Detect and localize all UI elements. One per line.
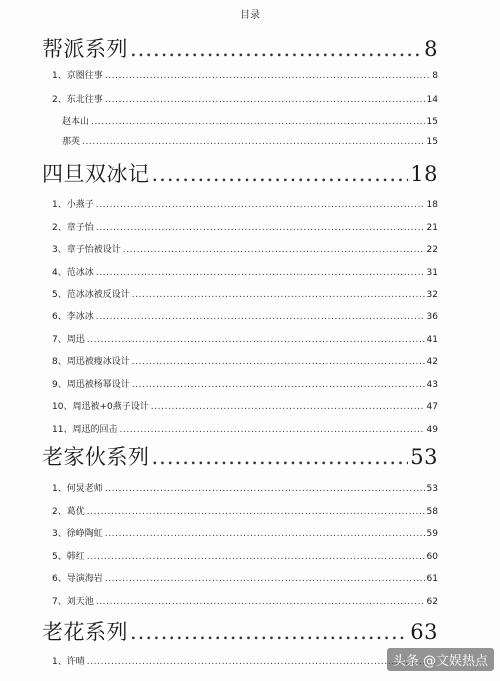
section-page-number: 8 bbox=[424, 37, 438, 61]
dot-leader bbox=[87, 335, 425, 345]
dot-leader bbox=[96, 597, 425, 607]
toc-subentry[interactable] bbox=[62, 134, 438, 148]
dot-leader bbox=[152, 445, 409, 469]
toc-entry[interactable] bbox=[52, 92, 438, 106]
entry-page-number: 47 bbox=[426, 402, 438, 412]
entry-page-number: 60 bbox=[426, 552, 438, 562]
toc-subentry[interactable] bbox=[62, 114, 438, 128]
toc-entry[interactable] bbox=[52, 526, 438, 540]
entry-page-number: 8 bbox=[432, 71, 438, 81]
dot-leader bbox=[105, 574, 425, 584]
toc-entry[interactable] bbox=[52, 265, 438, 279]
dot-leader bbox=[87, 552, 425, 562]
entry-page-number: 53 bbox=[426, 484, 438, 494]
toc-entry[interactable] bbox=[52, 197, 438, 211]
dot-leader bbox=[130, 37, 422, 61]
section-page-number: 63 bbox=[410, 620, 438, 644]
entry-page-number: 18 bbox=[426, 200, 438, 210]
section-page-number: 53 bbox=[410, 445, 438, 469]
entry-page-number: 22 bbox=[426, 245, 438, 255]
page-title: 目录 bbox=[240, 10, 260, 21]
entry-label: 11、周迅的回击 bbox=[52, 425, 118, 435]
entry-page-number: 41 bbox=[426, 335, 438, 345]
dot-leader bbox=[132, 357, 425, 367]
entry-label: 2、东北往事 bbox=[52, 95, 103, 105]
dot-leader bbox=[132, 290, 425, 300]
entry-label: 2、章子怡 bbox=[52, 223, 94, 233]
dot-leader bbox=[105, 95, 425, 105]
section-title: 帮派系列 bbox=[42, 37, 128, 61]
entry-page-number: 36 bbox=[426, 312, 438, 322]
dot-leader bbox=[87, 657, 436, 667]
toc-entry[interactable] bbox=[52, 481, 438, 495]
toc-entry[interactable] bbox=[52, 220, 438, 234]
toc-entry[interactable] bbox=[52, 287, 438, 301]
dot-leader bbox=[96, 268, 425, 278]
dot-leader bbox=[87, 507, 425, 517]
entry-page-number: 31 bbox=[426, 268, 438, 278]
toc-entry[interactable] bbox=[52, 68, 438, 82]
watermark-badge: 头条 @文娱热点 bbox=[387, 648, 494, 671]
entry-label: 3、章子怡被设计 bbox=[52, 245, 121, 255]
entry-label: 3、徐峥陶虹 bbox=[52, 529, 103, 539]
toc-section-heading[interactable] bbox=[42, 33, 438, 61]
dot-leader bbox=[152, 162, 409, 186]
entry-page-number: 43 bbox=[426, 380, 438, 390]
toc-entry[interactable] bbox=[52, 594, 438, 608]
toc-entry[interactable] bbox=[52, 399, 438, 413]
dot-leader bbox=[96, 223, 425, 233]
toc-entry[interactable] bbox=[52, 332, 438, 346]
section-title: 老花系列 bbox=[42, 620, 128, 644]
entry-label: 10、周迅被+0燕子设计 bbox=[52, 402, 149, 412]
dot-leader bbox=[96, 312, 425, 322]
dot-leader bbox=[91, 117, 425, 127]
entry-page-number: 15 bbox=[426, 137, 438, 147]
entry-page-number: 61 bbox=[426, 574, 438, 584]
dot-leader bbox=[82, 137, 425, 147]
entry-label: 9、周迅被杨幂设计 bbox=[52, 380, 130, 390]
entry-page-number: 42 bbox=[426, 357, 438, 367]
entry-page-number: 14 bbox=[426, 95, 438, 105]
entry-label: 6、李冰冰 bbox=[52, 312, 94, 322]
entry-page-number: 15 bbox=[426, 117, 438, 127]
dot-leader bbox=[151, 402, 425, 412]
dot-leader bbox=[123, 245, 425, 255]
section-page-number: 18 bbox=[410, 162, 438, 186]
section-title: 老家伙系列 bbox=[42, 445, 150, 469]
dot-leader bbox=[132, 380, 425, 390]
entry-page-number: 21 bbox=[426, 223, 438, 233]
entry-page-number: 58 bbox=[426, 507, 438, 517]
toc-section-heading[interactable] bbox=[42, 158, 438, 186]
toc-entry[interactable] bbox=[52, 504, 438, 518]
entry-label: 1、何炅老师 bbox=[52, 484, 103, 494]
toc-entry[interactable] bbox=[52, 242, 438, 256]
entry-label: 2、葛优 bbox=[52, 507, 85, 517]
dot-leader bbox=[105, 71, 431, 81]
toc-entry[interactable] bbox=[52, 309, 438, 323]
entry-label: 6、导演海岩 bbox=[52, 574, 103, 584]
entry-page-number: 59 bbox=[426, 529, 438, 539]
toc-entry[interactable] bbox=[52, 654, 438, 668]
toc-entry[interactable] bbox=[52, 377, 438, 391]
toc-entry[interactable] bbox=[52, 354, 438, 368]
entry-page-number: 49 bbox=[426, 425, 438, 435]
entry-page-number: 32 bbox=[426, 290, 438, 300]
section-title: 四旦双冰记 bbox=[42, 162, 150, 186]
entry-label: 1、小燕子 bbox=[52, 200, 94, 210]
dot-leader bbox=[105, 529, 425, 539]
entry-label: 那英 bbox=[62, 137, 81, 147]
toc-section-heading[interactable] bbox=[42, 441, 438, 469]
toc-section-heading[interactable] bbox=[42, 616, 438, 644]
entry-label: 7、刘天池 bbox=[52, 597, 94, 607]
entry-label: 8、周迅被瘦冰设计 bbox=[52, 357, 130, 367]
entry-label: 赵本山 bbox=[62, 117, 90, 127]
toc-entry[interactable] bbox=[52, 571, 438, 585]
entry-page-number: 62 bbox=[426, 597, 438, 607]
dot-leader bbox=[96, 200, 425, 210]
dot-leader bbox=[105, 484, 425, 494]
entry-label: 1、许晴 bbox=[52, 657, 85, 667]
toc-entry[interactable] bbox=[52, 549, 438, 563]
toc-entry[interactable] bbox=[52, 422, 438, 436]
entry-label: 5、韩红 bbox=[52, 552, 85, 562]
dot-leader bbox=[130, 620, 408, 644]
entry-label: 7、周迅 bbox=[52, 335, 85, 345]
entry-label: 5、范冰冰被反设计 bbox=[52, 290, 130, 300]
dot-leader bbox=[119, 425, 424, 435]
entry-label: 4、范冰冰 bbox=[52, 268, 94, 278]
entry-label: 1、京圈往事 bbox=[52, 71, 103, 81]
